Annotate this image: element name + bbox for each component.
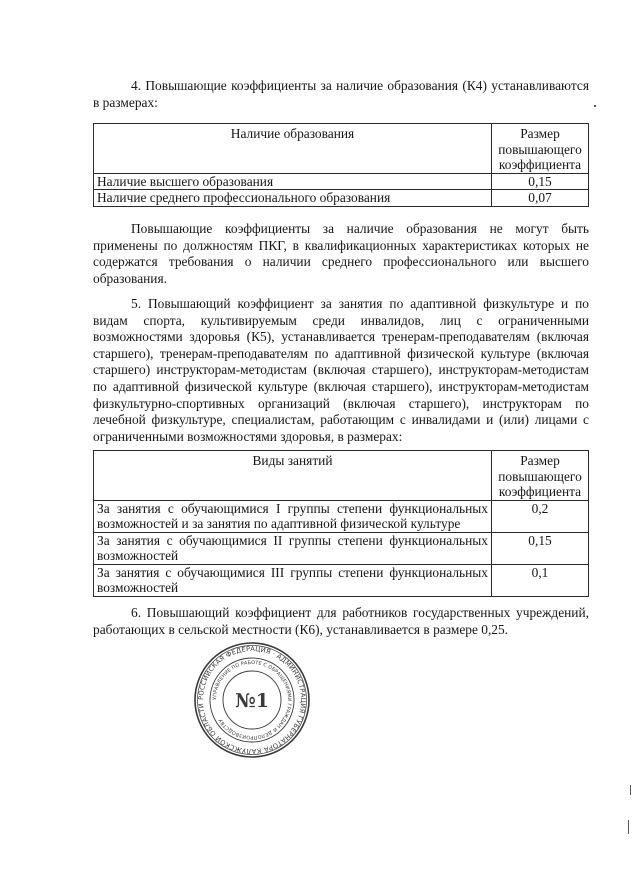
section-6-text: 6. Повышающий коэффициент для работников государственных учреждений, работающих в сельской местности (К6), устанавливается в размере 0,25. <box>93 605 589 637</box>
section-4-intro: 4. Повышающие коэффициенты за наличие образования (К4) устанавливаются в размерах: <box>93 78 589 110</box>
adaptive-sport-coefficient-table <box>93 450 589 597</box>
table-cell: Наличие среднего профессионального образования <box>94 190 492 207</box>
table-row <box>94 564 589 596</box>
table-cell: За занятия с обучающимися III группы степени функциональных возможностей <box>94 564 492 596</box>
table-header-cell: Наличие образования <box>94 124 492 174</box>
table-cell: 0,1 <box>492 564 589 596</box>
scan-speck <box>630 785 631 795</box>
table-row <box>94 532 589 564</box>
table-cell: Наличие высшего образования <box>94 173 492 190</box>
table-cell: 0,07 <box>492 190 589 207</box>
official-seal-stamp <box>193 641 311 759</box>
education-coefficient-table <box>93 123 589 207</box>
table-header-row <box>94 451 589 501</box>
table-cell: 0,15 <box>492 173 589 190</box>
table-row <box>94 500 589 532</box>
seal-outer-text: РОССИЙСКАЯ ФЕДЕРАЦИЯ · АДМИНИСТРАЦИЯ ГУБЕРНАТОРА КАЛУЖСКОЙ ОБЛАСТИ <box>196 644 308 756</box>
table-header-row <box>94 124 589 174</box>
table-row <box>94 190 589 207</box>
scan-speck <box>628 820 629 834</box>
section-5-intro: 5. Повышающий коэффициент за занятия по адаптивной физкультуре и по видам спорта, культивируемым среди инвалидов, лиц с ограниченными возможностями здоровья (К5), устанавливается тренерам-преподавателям (включая старшего), тренерам-преподавателям по адаптивной физической культуре (включая старшего) инструкторам-методистам (включая старшего), инструкторам-методистам по адаптивной физической культуре (включая старшего), инструкторам-методистам физкультурно-спортивных организаций (включая старшего), инструкторам по лечебной физкультуре, специалистам, работающим с инвалидами и (или) лицами с ограниченными возможностями здоровья, в размерах: <box>93 296 589 444</box>
table-cell: 0,2 <box>492 500 589 532</box>
seal-inner-text: УПРАВЛЕНИЕ ПО РАБОТЕ С ОБРАЩЕНИЯМИ ГРАЖДАН И ДЕЛОПРОИЗВОДСТВУ <box>211 659 293 741</box>
table-header-cell: Размер повышающего коэффициента <box>492 124 589 174</box>
seal-number: №1 <box>235 690 269 712</box>
table-cell: За занятия с обучающимися I группы степени функциональных возможностей и за занятия по адаптивной физической культуре <box>94 500 492 532</box>
scan-speck <box>594 105 596 107</box>
table-header-cell: Размер повышающего коэффициента <box>492 451 589 501</box>
section-4-note: Повышающие коэффициенты за наличие образования не могут быть применены по должностям ПКГ, в квалификационных характеристиках которых не содержатся требования о наличии среднего профессионального или высшего образования. <box>93 221 589 286</box>
table-header-cell: Виды занятий <box>94 451 492 501</box>
table-cell: 0,15 <box>492 532 589 564</box>
table-cell: За занятия с обучающимися II группы степени функциональных возможностей <box>94 532 492 564</box>
table-row <box>94 173 589 190</box>
